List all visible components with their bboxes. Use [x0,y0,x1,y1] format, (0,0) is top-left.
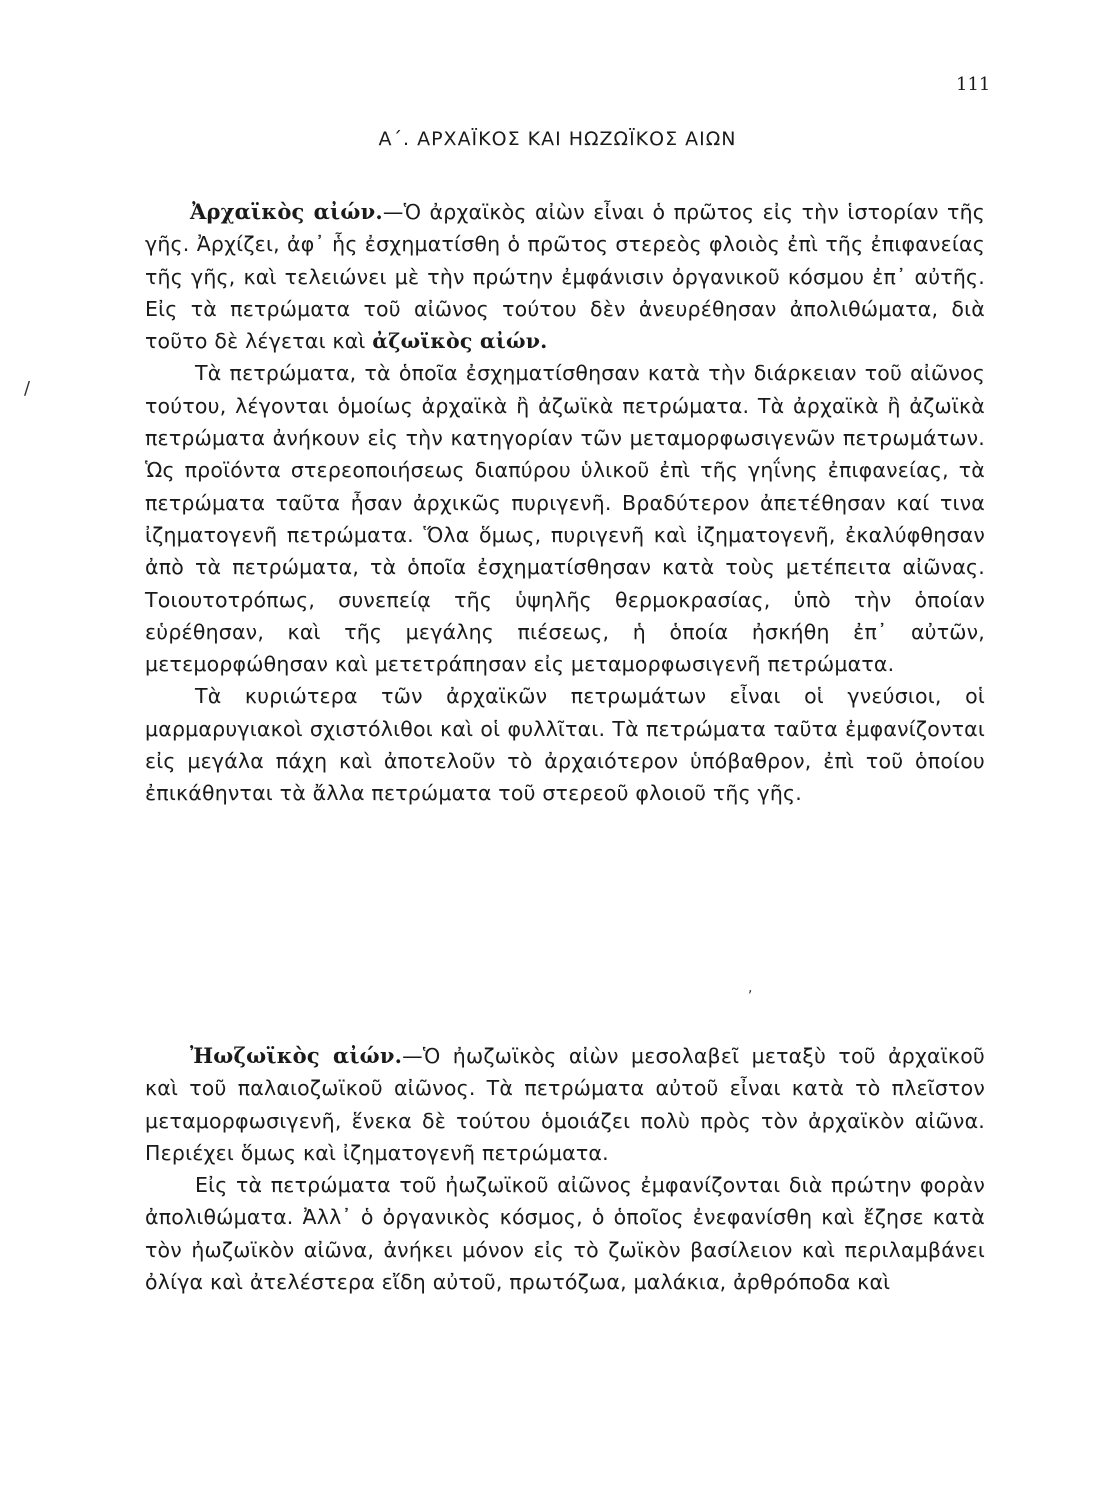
paragraph [145,196,985,357]
section-heading-term: Ἠωζωϊκὸς αἰών. [190,1043,403,1068]
paragraph: Τὰ πετρώματα, τὰ ὁποῖα ἐσχηματίσθησαν κατὰ τὴν διάρκειαν τοῦ αἰῶνος τούτου, λέγονται ὁμοίως ἀρχαϊκὰ ἢ ἀζωϊκὰ πετρώματα. Τὰ ἀρχαϊκὰ ἢ ἀζωϊκὰ πετρώματα ἀνήκουν εἰς τὴν κατηγορίαν τῶν μεταμορφωσιγενῶν πετρωμάτων. Ὡς προϊόντα στερεοποιήσεως διαπύρου ὑλικοῦ ἐπὶ τῆς γηΐνης ἐπιφανείας, τὰ πετρώματα ταῦτα ἦσαν ἀρχικῶς πυριγενῆ. Βραδύτερον ἀπετέθησαν καί τινα ἰζηματογενῆ πετρώματα. Ὅλα ὅμως, πυριγενῆ καὶ ἰζηματογενῆ, ἐκαλύφθησαν ἀπὸ τὰ πετρώματα, τὰ ὁποῖα ἐσχηματίσθησαν κατὰ τοὺς μετέπειτα αἰῶνας. Τοιουτοτρόπως, συνεπείᾳ τῆς ὑψηλῆς θερμοκρασίας, ὑπὸ τὴν ὁποίαν εὑρέθησαν, καὶ τῆς μεγάλης πιέσεως, ἡ ὁποία ἠσκήθη ἐπ᾽ αὐτῶν, μετεμορφώθησαν καὶ μετετράπησαν εἰς μεταμορφωσιγενῆ πετρώματα. [145,361,985,677]
paragraph-text: —Ὁ ἀρχαϊκὸς αἰὼν εἶναι ὁ πρῶτος εἰς τὴν ἱστορίαν τῆς γῆς. Ἀρχίζει, ἀφ᾽ ἧς ἐσχηματίσθη ὁ πρῶτος στερεὸς φλοιὸς ἐπὶ τῆς ἐπιφανείας τῆς γῆς, καὶ τελειώνει μὲ τὴν πρώτην ἐμφάνισιν ὀργανικοῦ κόσμου ἐπ᾽ αὐτῆς. Εἰς τὰ πετρώματα τοῦ αἰῶνος τούτου δὲν ἀνευρέθησαν ἀπολιθώματα, διὰ τοῦτο δὲ λέγεται καὶ [145,200,985,354]
paragraph: Εἰς τὰ πετρώματα τοῦ ἠωζωϊκοῦ αἰῶνος ἐμφανίζονται διὰ πρώτην φορὰν ἀπολιθώματα. Ἀλλ᾽ ὁ ὀργανικὸς κόσμος, ὁ ὁποῖος ἐνεφανίσθη καὶ ἔζησε κατὰ τὸν ἠωζωϊκὸν αἰῶνα, ἀνήκει μόνον εἰς τὸ ζωϊκὸν βασίλειον καὶ περιλαμβάνει ὀλίγα καὶ ἀτελέστερα εἴδη αὐτοῦ, πρωτόζωα, μαλάκια, ἀρθρόποδα καὶ [145,1173,985,1295]
bold-term: ἀζωϊκὸς αἰών. [372,329,548,354]
margin-mark: / [24,378,31,399]
section-eozoic-eon [145,1040,985,1298]
running-head: Α΄. ΑΡΧΑΪΚΟΣ ΚΑΙ ΗΩΖΩΪΚΟΣ ΑΙΩΝ [378,128,737,150]
paragraph-text: —Ὁ ἠωζωϊκὸς αἰὼν μεσολαβεῖ μεταξὺ τοῦ ἀρχαϊκοῦ καὶ τοῦ παλαιοζωϊκοῦ αἰῶνος. Τὰ πετρώματα αὐτοῦ εἶναι κατὰ τὸ πλεῖστον μεταμορφωσιγενῆ, ἕνεκα δὲ τούτου ὁμοιάζει πολὺ πρὸς τὸν ἀρχαϊκὸν αἰῶνα. Περιέχει ὅμως καὶ ἰζηματογενῆ πετρώματα. [145,1044,985,1165]
section-heading-term: Ἀρχαϊκὸς αἰών. [190,199,383,224]
page-number: 111 [956,74,991,95]
paragraph [145,1040,985,1169]
paragraph: Τὰ κυριώτερα τῶν ἀρχαϊκῶν πετρωμάτων εἶναι οἱ γνεύσιοι, οἱ μαρμαρυγιακοὶ σχιστόλιθοι καὶ οἱ φυλλῖται. Τὰ πετρώματα ταῦτα ἐμφανίζονται εἰς μεγάλα πάχη καὶ ἀποτελοῦν τὸ ἀρχαιότερον ὑπόβαθρον, ἐπὶ τοῦ ὁποίου ἐπικάθηνται τὰ ἄλλα πετρώματα τοῦ στερεοῦ φλοιοῦ τῆς γῆς. [145,684,985,806]
section-archaic-eon [145,196,985,810]
margin-mark: , [748,980,753,996]
